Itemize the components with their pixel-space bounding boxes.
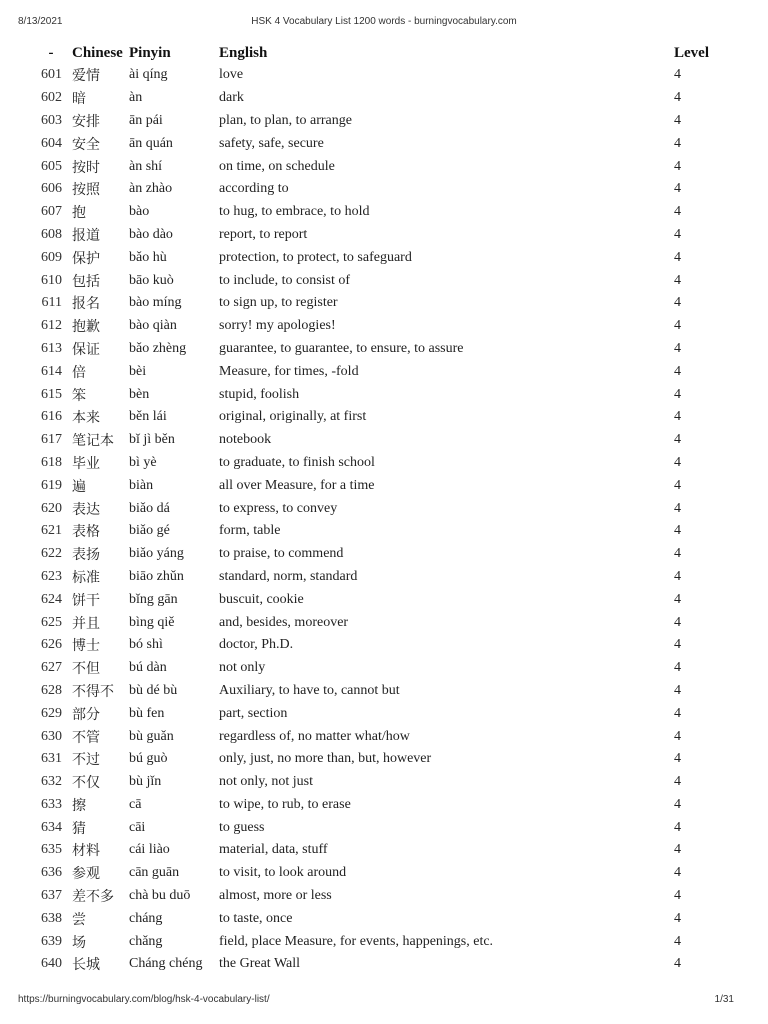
table-header-row	[30, 42, 732, 64]
table-row	[30, 178, 732, 201]
hsk-level: 4	[674, 454, 681, 470]
pinyin-text: bào	[129, 204, 150, 220]
pinyin-text: bù fen	[129, 705, 165, 721]
row-number: 631	[41, 751, 62, 767]
english-meaning: love	[219, 67, 244, 83]
table-row	[30, 497, 732, 520]
table-row	[30, 862, 732, 885]
hsk-level: 4	[674, 409, 681, 425]
row-number: 614	[41, 363, 62, 379]
hsk-level: 4	[674, 910, 681, 926]
row-number: 616	[41, 409, 62, 425]
table-row	[30, 520, 732, 543]
row-number: 601	[41, 67, 62, 83]
row-number: 611	[41, 295, 62, 311]
table-row	[30, 634, 732, 657]
table-row	[30, 269, 732, 292]
print-header	[0, 16, 768, 30]
table-row	[30, 794, 732, 817]
english-meaning: and, besides, moreover	[219, 614, 349, 630]
english-meaning: field, place Measure, for events, happenings, etc.	[219, 933, 494, 949]
chinese-word: 笨	[72, 387, 86, 404]
row-number: 630	[41, 728, 62, 744]
english-meaning: regardless of, no matter what/how	[219, 728, 410, 744]
chinese-word: 参观	[72, 866, 100, 883]
row-number: 628	[41, 682, 62, 698]
row-number: 619	[41, 477, 62, 493]
pinyin-text: bào qiàn	[129, 318, 177, 334]
chinese-word: 长城	[72, 957, 100, 974]
chinese-word: 不过	[72, 752, 100, 769]
english-meaning: stupid, foolish	[219, 386, 300, 402]
page-url: https://burningvocabulary.com/blog/hsk-4-vocabulary-list/	[18, 994, 270, 1005]
pinyin-text: àn shí	[129, 158, 163, 174]
table-row	[30, 907, 732, 930]
hsk-level: 4	[674, 591, 681, 607]
english-meaning: all over Measure, for a time	[219, 477, 375, 493]
vocabulary-table	[30, 42, 732, 976]
hsk-level: 4	[674, 956, 681, 972]
hsk-level: 4	[674, 340, 681, 356]
english-meaning: to visit, to look around	[219, 865, 347, 881]
row-number: 627	[41, 660, 62, 676]
chinese-word: 表格	[72, 524, 100, 541]
hsk-level: 4	[674, 865, 681, 881]
english-meaning: material, data, stuff	[219, 842, 328, 858]
row-number: 640	[41, 956, 62, 972]
pinyin-text: bù guǎn	[129, 728, 174, 744]
row-number: 622	[41, 546, 62, 562]
pinyin-text: bào dào	[129, 226, 173, 242]
chinese-word: 抱	[72, 205, 86, 222]
chinese-word: 报道	[72, 227, 100, 244]
hsk-level: 4	[674, 477, 681, 493]
pinyin-text: biǎo yáng	[129, 546, 184, 562]
row-number: 606	[41, 181, 62, 197]
pinyin-text: bú guò	[129, 751, 168, 767]
english-meaning: plan, to plan, to arrange	[219, 112, 352, 128]
chinese-word: 按时	[72, 159, 100, 176]
pinyin-text: chǎng	[129, 933, 163, 949]
chinese-word: 不仅	[72, 775, 100, 792]
table-row	[30, 725, 732, 748]
hsk-level: 4	[674, 568, 681, 584]
pinyin-text: cā	[129, 796, 142, 812]
chinese-word: 报名	[72, 296, 100, 313]
pinyin-text: bèi	[129, 363, 147, 379]
table-row	[30, 452, 732, 475]
pinyin-text: biǎo gé	[129, 523, 170, 539]
hsk-level: 4	[674, 67, 681, 83]
hsk-level: 4	[674, 90, 681, 106]
english-meaning: to hug, to embrace, to hold	[219, 204, 370, 220]
hsk-level: 4	[674, 682, 681, 698]
hsk-level: 4	[674, 363, 681, 379]
table-row	[30, 292, 732, 315]
chinese-word: 猜	[72, 820, 86, 837]
english-meaning: protection, to protect, to safeguard	[219, 249, 412, 265]
pinyin-text: cāi	[129, 819, 146, 835]
pinyin-text: bǎo zhèng	[129, 340, 187, 356]
english-meaning: safety, safe, secure	[219, 135, 324, 151]
row-number: 638	[41, 910, 62, 926]
english-meaning: according to	[219, 181, 289, 197]
hsk-level: 4	[674, 432, 681, 448]
chinese-word: 场	[72, 934, 86, 951]
hsk-level: 4	[674, 226, 681, 242]
table-row	[30, 64, 732, 87]
english-meaning: guarantee, to guarantee, to ensure, to assure	[219, 340, 464, 356]
hsk-level: 4	[674, 295, 681, 311]
english-meaning: buscuit, cookie	[219, 591, 304, 607]
row-number: 632	[41, 774, 62, 790]
hsk-level: 4	[674, 888, 681, 904]
hsk-level: 4	[674, 546, 681, 562]
english-meaning: sorry! my apologies!	[219, 318, 336, 334]
table-row	[30, 930, 732, 953]
chinese-word: 擦	[72, 797, 86, 814]
chinese-word: 爱情	[72, 68, 100, 85]
pinyin-text: bèn	[129, 386, 150, 402]
row-number: 636	[41, 865, 62, 881]
chinese-word: 安排	[72, 113, 100, 130]
pinyin-text: bìng qiě	[129, 614, 175, 630]
hsk-level: 4	[674, 614, 681, 630]
chinese-word: 表达	[72, 501, 100, 518]
pinyin-text: Cháng chéng	[129, 956, 203, 972]
table-row	[30, 657, 732, 680]
hsk-level: 4	[674, 751, 681, 767]
english-meaning: Measure, for times, -fold	[219, 363, 359, 379]
chinese-word: 差不多	[72, 889, 114, 906]
table-row	[30, 155, 732, 178]
table-row	[30, 383, 732, 406]
table-row	[30, 110, 732, 133]
pinyin-text: àn zhào	[129, 181, 173, 197]
table-row	[30, 246, 732, 269]
table-row	[30, 429, 732, 452]
chinese-word: 标准	[72, 569, 100, 586]
hsk-level: 4	[674, 796, 681, 812]
chinese-word: 按照	[72, 182, 100, 199]
chinese-word: 不但	[72, 661, 100, 678]
english-meaning: the Great Wall	[219, 956, 301, 972]
hsk-level: 4	[674, 158, 681, 174]
pinyin-text: biāo zhǔn	[129, 568, 184, 584]
english-meaning: doctor, Ph.D.	[219, 637, 294, 653]
row-number: 621	[41, 523, 62, 539]
hsk-level: 4	[674, 249, 681, 265]
row-number: 620	[41, 500, 62, 516]
table-row	[30, 680, 732, 703]
pinyin-text: chà bu duō	[129, 888, 191, 904]
row-number: 608	[41, 226, 62, 242]
english-meaning: to wipe, to rub, to erase	[219, 796, 351, 812]
hsk-level: 4	[674, 204, 681, 220]
table-row	[30, 611, 732, 634]
english-meaning: notebook	[219, 432, 272, 448]
hsk-level: 4	[674, 774, 681, 790]
hsk-level: 4	[674, 728, 681, 744]
row-number: 626	[41, 637, 62, 653]
table-row	[30, 224, 732, 247]
pinyin-text: běn lái	[129, 409, 167, 425]
hsk-level: 4	[674, 933, 681, 949]
row-number: 635	[41, 842, 62, 858]
hsk-level: 4	[674, 112, 681, 128]
chinese-word: 倍	[72, 364, 86, 381]
pinyin-text: cái liào	[129, 842, 170, 858]
table-row	[30, 543, 732, 566]
english-meaning: almost, more or less	[219, 888, 332, 904]
row-number: 605	[41, 158, 62, 174]
english-meaning: to include, to consist of	[219, 272, 351, 288]
english-meaning: Auxiliary, to have to, cannot but	[219, 682, 400, 698]
column-header-number: -	[48, 44, 54, 61]
table-row	[30, 816, 732, 839]
chinese-word: 不得不	[72, 683, 114, 700]
english-meaning: original, originally, at first	[219, 409, 367, 425]
chinese-word: 遍	[72, 478, 86, 495]
chinese-word: 本来	[72, 410, 100, 427]
chinese-word: 尝	[72, 911, 86, 928]
english-meaning: to taste, once	[219, 910, 293, 926]
pinyin-text: biǎo dá	[129, 500, 170, 516]
pinyin-text: bǐng gān	[129, 591, 178, 607]
table-row	[30, 87, 732, 110]
pinyin-text: bào míng	[129, 295, 182, 311]
english-meaning: part, section	[219, 705, 288, 721]
column-header-chinese: Chinese	[72, 44, 123, 61]
hsk-level: 4	[674, 660, 681, 676]
english-meaning: to graduate, to finish school	[219, 454, 375, 470]
pinyin-text: bāo kuò	[129, 272, 174, 288]
row-number: 639	[41, 933, 62, 949]
pinyin-text: àn	[129, 90, 143, 106]
chinese-word: 保护	[72, 250, 100, 267]
row-number: 613	[41, 340, 62, 356]
chinese-word: 笔记本	[72, 433, 114, 450]
row-number: 633	[41, 796, 62, 812]
row-number: 615	[41, 386, 62, 402]
table-row	[30, 360, 732, 383]
row-number: 612	[41, 318, 62, 334]
pinyin-text: cháng	[129, 910, 163, 926]
english-meaning: not only, not just	[219, 774, 313, 790]
table-row	[30, 474, 732, 497]
row-number: 603	[41, 112, 62, 128]
column-header-english: English	[219, 44, 268, 61]
english-meaning: not only	[219, 660, 266, 676]
row-number: 607	[41, 204, 62, 220]
english-meaning: dark	[219, 90, 244, 106]
column-header-pinyin: Pinyin	[129, 44, 171, 61]
table-row	[30, 315, 732, 338]
table-row	[30, 132, 732, 155]
row-number: 618	[41, 454, 62, 470]
english-meaning: standard, norm, standard	[219, 568, 358, 584]
row-number: 629	[41, 705, 62, 721]
print-date: 8/13/2021	[18, 16, 63, 27]
english-meaning: to guess	[219, 819, 265, 835]
chinese-word: 不管	[72, 729, 100, 746]
hsk-level: 4	[674, 842, 681, 858]
chinese-word: 博士	[72, 638, 100, 655]
hsk-level: 4	[674, 386, 681, 402]
hsk-level: 4	[674, 637, 681, 653]
english-meaning: to express, to convey	[219, 500, 338, 516]
pinyin-text: bù dé bù	[129, 682, 178, 698]
row-number: 610	[41, 272, 62, 288]
row-number: 609	[41, 249, 62, 265]
row-number: 624	[41, 591, 62, 607]
column-header-level: Level	[674, 44, 709, 61]
chinese-word: 表扬	[72, 547, 100, 564]
chinese-word: 材料	[72, 843, 100, 860]
row-number: 602	[41, 90, 62, 106]
table-row	[30, 953, 732, 976]
page-number: 1/31	[714, 994, 734, 1005]
english-meaning: form, table	[219, 523, 281, 539]
hsk-level: 4	[674, 135, 681, 151]
row-number: 634	[41, 819, 62, 835]
chinese-word: 保证	[72, 341, 100, 358]
row-number: 637	[41, 888, 62, 904]
pinyin-text: ān pái	[129, 112, 163, 128]
english-meaning: only, just, no more than, but, however	[219, 751, 432, 767]
pinyin-text: bú dàn	[129, 660, 167, 676]
english-meaning: to praise, to commend	[219, 546, 344, 562]
chinese-word: 抱歉	[72, 319, 100, 336]
table-row	[30, 201, 732, 224]
pinyin-text: bǐ jì běn	[129, 432, 175, 448]
table-row	[30, 771, 732, 794]
table-row	[30, 588, 732, 611]
print-footer	[0, 994, 768, 1008]
chinese-word: 包括	[72, 273, 100, 290]
hsk-level: 4	[674, 272, 681, 288]
english-meaning: report, to report	[219, 226, 308, 242]
hsk-level: 4	[674, 523, 681, 539]
chinese-word: 安全	[72, 136, 100, 153]
hsk-level: 4	[674, 318, 681, 334]
chinese-word: 饼干	[72, 592, 100, 609]
english-meaning: on time, on schedule	[219, 158, 335, 174]
table-row	[30, 839, 732, 862]
table-body	[30, 64, 732, 976]
table-row	[30, 566, 732, 589]
pinyin-text: bù jǐn	[129, 774, 162, 790]
english-meaning: to sign up, to register	[219, 295, 338, 311]
pinyin-text: bǎo hù	[129, 249, 167, 265]
pinyin-text: cān guān	[129, 865, 180, 881]
table-row	[30, 338, 732, 361]
pinyin-text: biàn	[129, 477, 154, 493]
row-number: 625	[41, 614, 62, 630]
chinese-word: 毕业	[72, 455, 100, 472]
hsk-level: 4	[674, 500, 681, 516]
chinese-word: 暗	[72, 91, 86, 108]
pinyin-text: ài qíng	[129, 67, 168, 83]
row-number: 623	[41, 568, 62, 584]
pinyin-text: ān quán	[129, 135, 173, 151]
table-row	[30, 702, 732, 725]
pinyin-text: bó shì	[129, 637, 163, 653]
hsk-level: 4	[674, 819, 681, 835]
table-row	[30, 885, 732, 908]
row-number: 617	[41, 432, 62, 448]
chinese-word: 部分	[72, 706, 100, 723]
row-number: 604	[41, 135, 62, 151]
table-row	[30, 748, 732, 771]
print-title: HSK 4 Vocabulary List 1200 words - burningvocabulary.com	[251, 16, 517, 27]
hsk-level: 4	[674, 705, 681, 721]
table-row	[30, 406, 732, 429]
chinese-word: 并且	[72, 615, 100, 632]
pinyin-text: bì yè	[129, 454, 157, 470]
hsk-level: 4	[674, 181, 681, 197]
